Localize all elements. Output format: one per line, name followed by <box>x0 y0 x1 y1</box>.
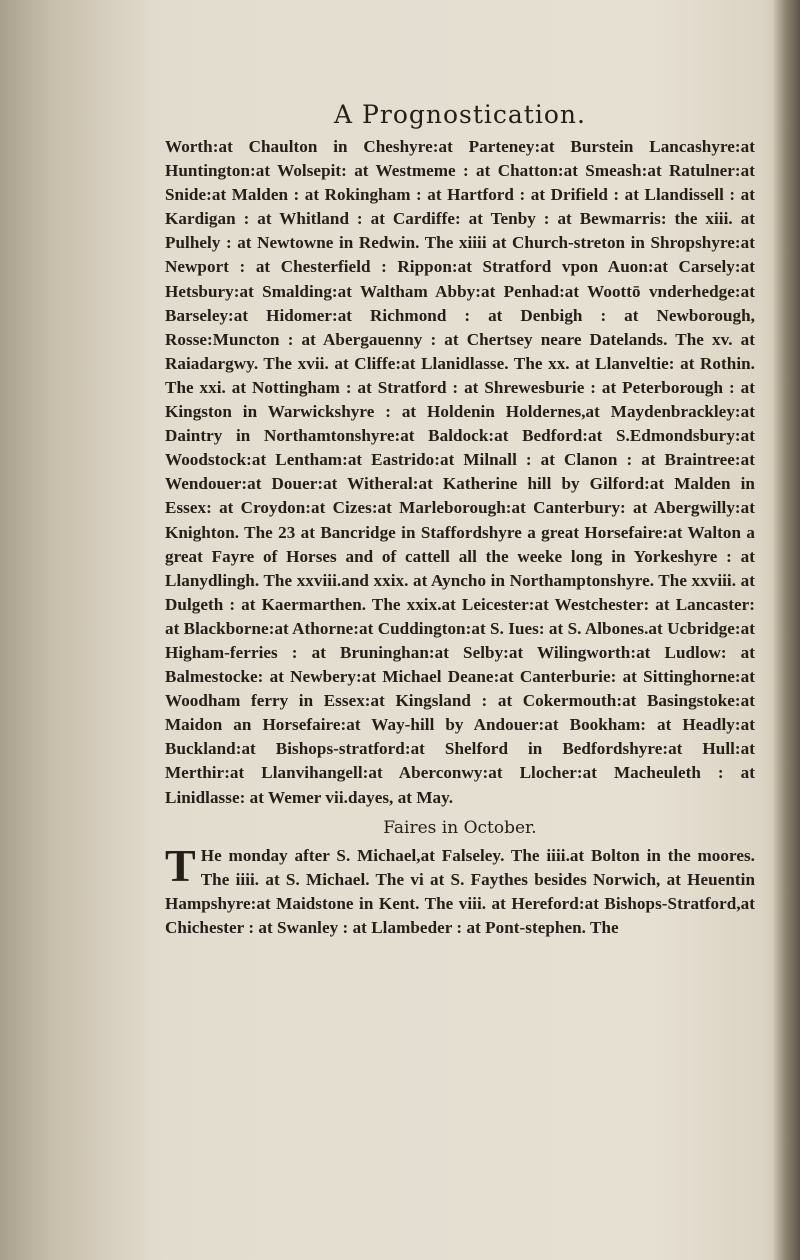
running-head: A Prognostication. <box>334 100 586 129</box>
october-fairs-text: He monday after S. Michael,at Falseley. The iiii.at Bolton in the moores. The iiii. at S. Michael. The vi at S. Faythes besides Norwich, at Heuentin Hampshyre:at Maidstone in Kent. The viii. at Hereford:at Bishops-Stratford,at Chichester : at Swanley : at Llambeder : at Pont-stephen. The <box>165 845 755 937</box>
binding-gutter-shadow <box>0 0 150 1260</box>
drop-cap-letter: T <box>165 839 196 891</box>
printed-text-block <box>165 100 755 940</box>
section-heading: Faires in October. <box>383 817 537 838</box>
page-edge-shadow <box>772 0 800 1260</box>
fairs-list-paragraph: Worth:at Chaulton in Cheshyre:at Parteney:at Burstein Lancashyre:at Huntington:at Wolsepit: at Westmeme : at Chatton:at Smeash:at Ratulner:at Snide:at Malden : at Rokingham : at Hartford : at Drifield : at Llandissell : at Kardigan : at Whitland : at Cardiffe: at Tenby : at Bewmarris: the xiii. at Pulhely : at Newtowne in Redwin. The xiiii at Church-streton in Shropshyre:at Newport : at Chesterfield : Rippon:at Stratford vpon Auon:at Carsely:at Hetsbury:at Smalding:at Waltham Abby:at Penhad:at Woottō vnderhedge:at Barseley:at Hidomer:at Richmond : at Denbigh : at Newborough, Rosse:Muncton : at Abergauenny : at Chertsey neare Datelands. The xv. at Raiadargwy. The xvii. at Cliffe:at Llanidlasse. The xx. at Llanveltie: at Rothin. The xxi. at Nottingham : at Stratford : at Shrewesburie : at Peterborough : at Kingston in Warwickshyre : at Holdenin Holdernes,at Maydenbrackley:at Daintry in Northamtonshyre:at Baldock:at Bedford:at S.Edmondsbury:at Woodstock:at Lentham:at Eastrido:at Milnall : at Clanon : at Braintree:at Wendouer:at Douer:at Witheral:at Katherine hill by Gilford:at Malden in Essex: at Croydon:at Cizes:at Marleborough:at Canterbury: at Abergwilly:at Knighton. The 23 at Bancridge in Staffordshyre a great Horsefaire:at Walton a great Fayre of Horses and of cattell all the weeke long in Yorkeshyre : at Llanydlingh. The xxviii.and xxix. at Ayncho in Northamptonshyre. The xxviii. at Dulgeth : at Kaermarthen. The xxix.at Leicester:at Westchester: at Lancaster: at Blackborne:at Athorne:at Cuddington:at S. Iues: at S. Albones.at Ucbridge:at Higham-ferries : at Bruninghan:at Selby:at Wilingworth:at Ludlow: at Balmestocke: at Newbery:at Michael Deane:at Canterburie: at Sittinghorne:at Woodham ferry in Essex:at Kingsland : at Cokermouth:at Basingstoke:at Maidon an Horsefaire:at Way-hill by Andouer:at Bookham: at Headly:at Buckland:at Bishops-stratford:at Shelford in Bedfordshyre:at Hull:at Merthir:at Llanvihangell:at Aberconwy:at Llocher:at Macheuleth : at Linidlasse: at Wemer vii.dayes, at May. <box>165 137 755 807</box>
october-fairs-paragraph <box>165 839 755 940</box>
